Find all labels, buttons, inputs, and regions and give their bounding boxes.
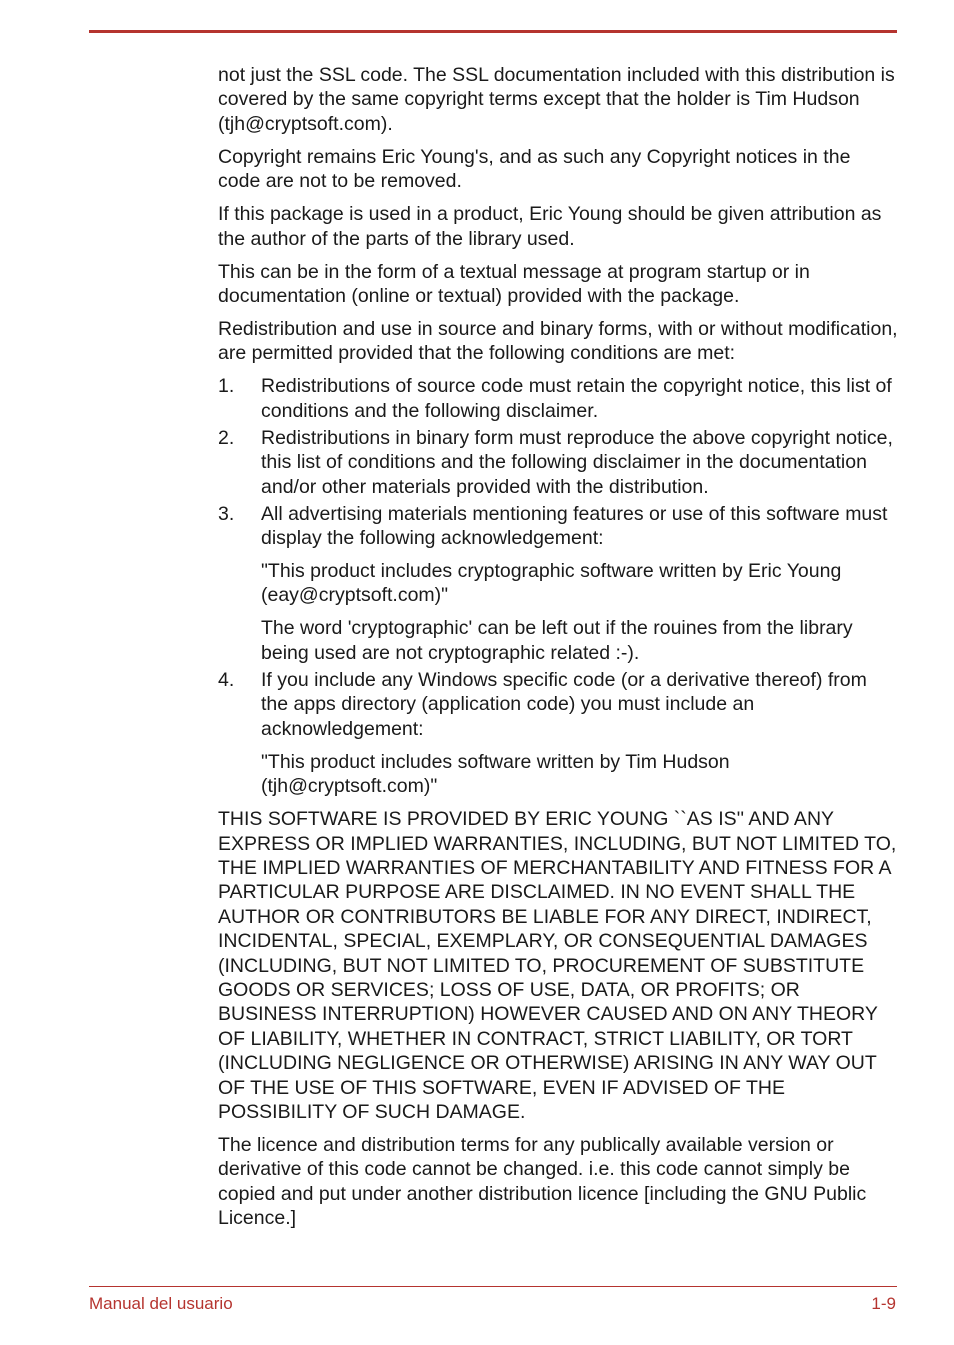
list-item-body bbox=[261, 426, 898, 499]
footer-rule bbox=[89, 1286, 897, 1287]
list-item-body bbox=[261, 668, 898, 799]
list-item bbox=[218, 668, 898, 799]
header-rule bbox=[89, 30, 897, 33]
body-paragraph: Redistribution and use in source and binary forms, with or without modification, are permitted provided that the following conditions are met: bbox=[218, 318, 898, 365]
list-item bbox=[218, 426, 898, 499]
list-item-text: All advertising materials mentioning features or use of this software must display the following acknowledgement: bbox=[261, 502, 888, 550]
list-item-text: If you include any Windows specific code (or a derivative thereof) from the apps directory (application code) you must include an acknowledgement: bbox=[261, 668, 867, 740]
list-item bbox=[218, 502, 898, 666]
list-item bbox=[218, 374, 898, 423]
list-number: 4. bbox=[218, 668, 235, 691]
list-item-text: Redistributions in binary form must reproduce the above copyright notice, this list of conditions and the following disclaimer in the documentation and/or other materials provided with the distribution. bbox=[261, 426, 893, 498]
body-paragraph: This can be in the form of a textual message at program startup or in documentation (online or textual) provided with the package. bbox=[218, 260, 810, 308]
acknowledgement-quote: "This product includes software written by Tim Hudson (tjh@cryptsoft.com)" bbox=[261, 750, 730, 798]
body-paragraph: If this package is used in a product, Eric Young should be given attribution as the author of the parts of the library used. bbox=[218, 203, 882, 250]
list-item-body bbox=[261, 374, 898, 423]
acknowledgement-quote: "This product includes cryptographic software written by Eric Young (eay@cryptsoft.com)" bbox=[261, 560, 842, 607]
page-number: 1-9 bbox=[871, 1294, 896, 1313]
body-paragraph: Copyright remains Eric Young's, and as such any Copyright notices in the code are not to be removed. bbox=[218, 145, 851, 193]
document-body bbox=[218, 63, 898, 1239]
list-item-text: Redistributions of source code must retain the copyright notice, this list of conditions and the following disclaimer. bbox=[261, 375, 892, 422]
list-number: 2. bbox=[218, 426, 235, 449]
list-item-note: The word 'cryptographic' can be left out if the rouines from the library being used are not cryptographic related :-). bbox=[261, 617, 853, 664]
list-item-body bbox=[261, 502, 898, 666]
body-paragraph: not just the SSL code. The SSL documentation included with this distribution is covered by the same copyright terms except that the holder is Tim Hudson (tjh@cryptsoft.com). bbox=[218, 64, 895, 135]
footer-title: Manual del usuario bbox=[89, 1294, 233, 1313]
conditions-list bbox=[218, 374, 898, 798]
disclaimer-paragraph: THIS SOFTWARE IS PROVIDED BY ERIC YOUNG ``AS IS'' AND ANY EXPRESS OR IMPLIED WARRANTIES, INCLUDING, BUT NOT LIMITED TO, THE IMPLIED WARRANTIES OF MERCHANTABILITY AND FITNESS FOR A PARTICULAR PURPOSE ARE DISCLAIMED. IN NO EVENT SHALL THE AUTHOR OR CONTRIBUTORS BE LIABLE FOR ANY DIRECT, INDIRECT, INCIDENTAL, SPECIAL, EXEMPLARY, OR CONSEQUENTIAL DAMAGES (INCLUDING, BUT NOT LIMITED TO, PROCUREMENT OF SUBSTITUTE GOODS OR SERVICES; LOSS OF USE, DATA, OR PROFITS; OR BUSINESS INTERRUPTION) HOWEVER CAUSED AND ON ANY THEORY OF LIABILITY, WHETHER IN CONTRACT, STRICT LIABILITY, OR TORT (INCLUDING NEGLIGENCE OR OTHERWISE) ARISING IN ANY WAY OUT OF THE USE OF THIS SOFTWARE, EVEN IF ADVISED OF THE POSSIBILITY OF SUCH DAMAGE. bbox=[218, 808, 897, 1123]
list-number: 1. bbox=[218, 375, 235, 398]
list-number: 3. bbox=[218, 502, 235, 525]
body-paragraph: The licence and distribution terms for any publically available version or derivative of this code cannot be changed. i.e. this code cannot simply be copied and put under another distribution licence [including the GNU Public Licence.] bbox=[218, 1133, 867, 1230]
